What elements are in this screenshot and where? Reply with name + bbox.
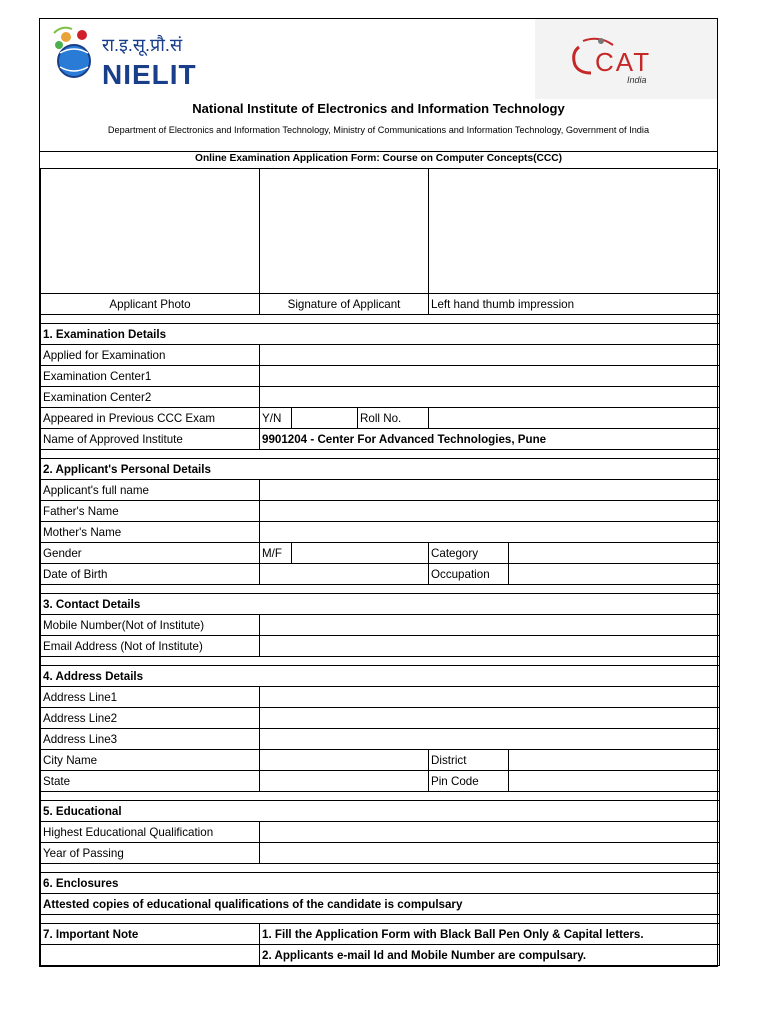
- field-category[interactable]: [509, 543, 720, 564]
- form-table: [40, 169, 720, 966]
- signature-label: Signature of Applicant: [260, 294, 429, 315]
- field-state[interactable]: [260, 771, 429, 792]
- label-gender: Gender: [41, 543, 260, 564]
- thumb-box[interactable]: [429, 169, 720, 294]
- label-state: State: [41, 771, 260, 792]
- field-mobile[interactable]: [260, 615, 720, 636]
- thumb-label: Left hand thumb impression: [429, 294, 720, 315]
- section-address-title: 4. Address Details: [41, 666, 720, 687]
- field-line1[interactable]: [260, 687, 720, 708]
- field-occupation[interactable]: [509, 564, 720, 585]
- cat-logo-text: CAT: [595, 47, 652, 77]
- label-center1: Examination Center1: [41, 366, 260, 387]
- section-note-title: 7. Important Note: [41, 924, 260, 945]
- label-roll: Roll No.: [358, 408, 429, 429]
- field-email[interactable]: [260, 636, 720, 657]
- form-header: [40, 19, 717, 169]
- value-institute: 9901204 - Center For Advanced Technologies, Pune: [260, 429, 720, 450]
- label-city: City Name: [41, 750, 260, 771]
- label-previous: Appeared in Previous CCC Exam: [41, 408, 260, 429]
- enclosures-text: Attested copies of educational qualifications of the candidate is compulsary: [41, 894, 720, 915]
- label-full-name: Applicant's full name: [41, 480, 260, 501]
- logo-name-text: NIELIT: [102, 59, 197, 90]
- label-pin: Pin Code: [429, 771, 509, 792]
- label-year: Year of Passing: [41, 843, 260, 864]
- label-dob: Date of Birth: [41, 564, 260, 585]
- section-exam-title: 1. Examination Details: [41, 324, 720, 345]
- field-qualification[interactable]: [260, 822, 720, 843]
- label-mother: Mother's Name: [41, 522, 260, 543]
- section-personal-title: 2. Applicant's Personal Details: [41, 459, 720, 480]
- label-occupation: Occupation: [429, 564, 509, 585]
- cat-logo: [535, 19, 717, 99]
- label-qualification: Highest Educational Qualification: [41, 822, 260, 843]
- form-title: Online Examination Application Form: Course on Computer Concepts(CCC): [40, 151, 717, 164]
- field-gender[interactable]: [292, 543, 429, 564]
- signature-box[interactable]: [260, 169, 429, 294]
- label-applied: Applied for Examination: [41, 345, 260, 366]
- label-yn: Y/N: [260, 408, 292, 429]
- label-father: Father's Name: [41, 501, 260, 522]
- field-dob[interactable]: [260, 564, 429, 585]
- field-yn[interactable]: [292, 408, 358, 429]
- photo-label: Applicant Photo: [41, 294, 260, 315]
- label-institute: Name of Approved Institute: [41, 429, 260, 450]
- application-form: [39, 18, 718, 967]
- section-enclosures-title: 6. Enclosures: [41, 873, 720, 894]
- label-mf: M/F: [260, 543, 292, 564]
- label-mobile: Mobile Number(Not of Institute): [41, 615, 260, 636]
- note-1: 1. Fill the Application Form with Black Ball Pen Only & Capital letters.: [260, 924, 720, 945]
- label-line3: Address Line3: [41, 729, 260, 750]
- photo-box[interactable]: [41, 169, 260, 294]
- section-education-title: 5. Educational: [41, 801, 720, 822]
- field-city[interactable]: [260, 750, 429, 771]
- field-applied[interactable]: [260, 345, 720, 366]
- field-center1[interactable]: [260, 366, 720, 387]
- note-2: 2. Applicants e-mail Id and Mobile Number are compulsary.: [260, 945, 720, 966]
- field-year[interactable]: [260, 843, 720, 864]
- field-father[interactable]: [260, 501, 720, 522]
- field-center2[interactable]: [260, 387, 720, 408]
- department-text: Department of Electronics and Information Technology, Ministry of Communications and Information Technology, Government of India: [107, 125, 650, 135]
- label-category: Category: [429, 543, 509, 564]
- label-line2: Address Line2: [41, 708, 260, 729]
- label-center2: Examination Center2: [41, 387, 260, 408]
- field-district[interactable]: [509, 750, 720, 771]
- nielit-logo: [52, 23, 242, 101]
- field-pin[interactable]: [509, 771, 720, 792]
- field-full-name[interactable]: [260, 480, 720, 501]
- label-district: District: [429, 750, 509, 771]
- label-email: Email Address (Not of Institute): [41, 636, 260, 657]
- field-line3[interactable]: [260, 729, 720, 750]
- logo-hindi-text: रा.इ.सू.प्रौ.सं: [102, 35, 183, 55]
- field-line2[interactable]: [260, 708, 720, 729]
- label-line1: Address Line1: [41, 687, 260, 708]
- field-mother[interactable]: [260, 522, 720, 543]
- note-blank: [41, 945, 260, 966]
- institute-title: National Institute of Electronics and Information Technology: [192, 101, 565, 116]
- section-contact-title: 3. Contact Details: [41, 594, 720, 615]
- field-roll[interactable]: [429, 408, 720, 429]
- cat-logo-sub: India: [627, 75, 647, 85]
